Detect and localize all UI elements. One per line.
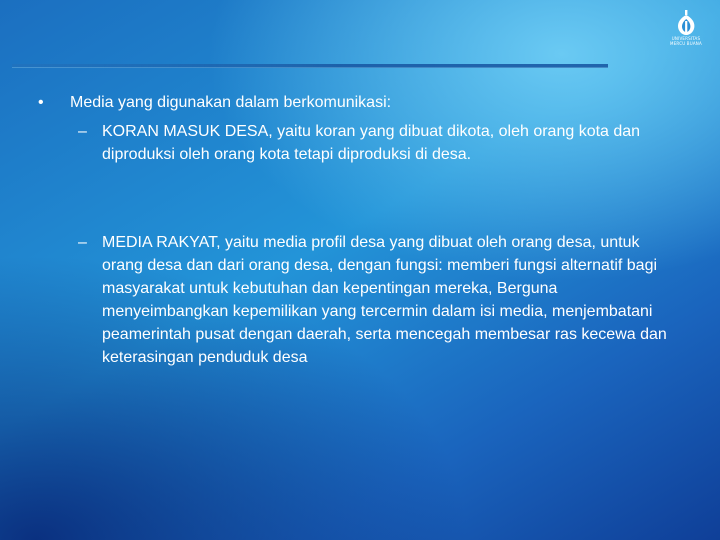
university-logo — [664, 10, 708, 50]
logo-line-1: UNIVERSITAS — [671, 36, 701, 41]
logo-line-2: MERCU BUANA — [670, 41, 702, 46]
sub-item-description: , yaitu koran yang dibuat dikota, oleh orang kota dan diproduksi oleh orang kota tetapi diproduksi di desa. — [102, 123, 641, 163]
sub-item-body — [102, 120, 678, 166]
main-bullet-text: Media yang digunakan dalam berkomunikasi: — [70, 94, 392, 111]
dash-marker: – — [78, 234, 87, 251]
bullet-marker: • — [38, 94, 44, 111]
header-divider — [12, 64, 608, 68]
dash-marker: – — [78, 123, 87, 140]
sub-item-term: KORAN MASUK DESA — [102, 123, 269, 140]
sub-item-body — [102, 231, 678, 369]
sub-item-description: yaitu media profil desa yang dibuat oleh orang desa, untuk orang desa dan dari orang desa, dengan fungsi: memberi fungsi alternatif bagi masyarakat untuk kebutuhan dan kepentingan mereka, Berguna menyeimbangkan kepemilikan yang tercermin dalam isi media, menjembatani peamerintah pusat dengan daerah, serta mencegah membesar ras kecewa dan keterasingan penduduk desa — [102, 234, 667, 366]
university-logo-icon — [675, 10, 697, 36]
sub-item-term: MEDIA RAKYAT, — [102, 234, 221, 251]
